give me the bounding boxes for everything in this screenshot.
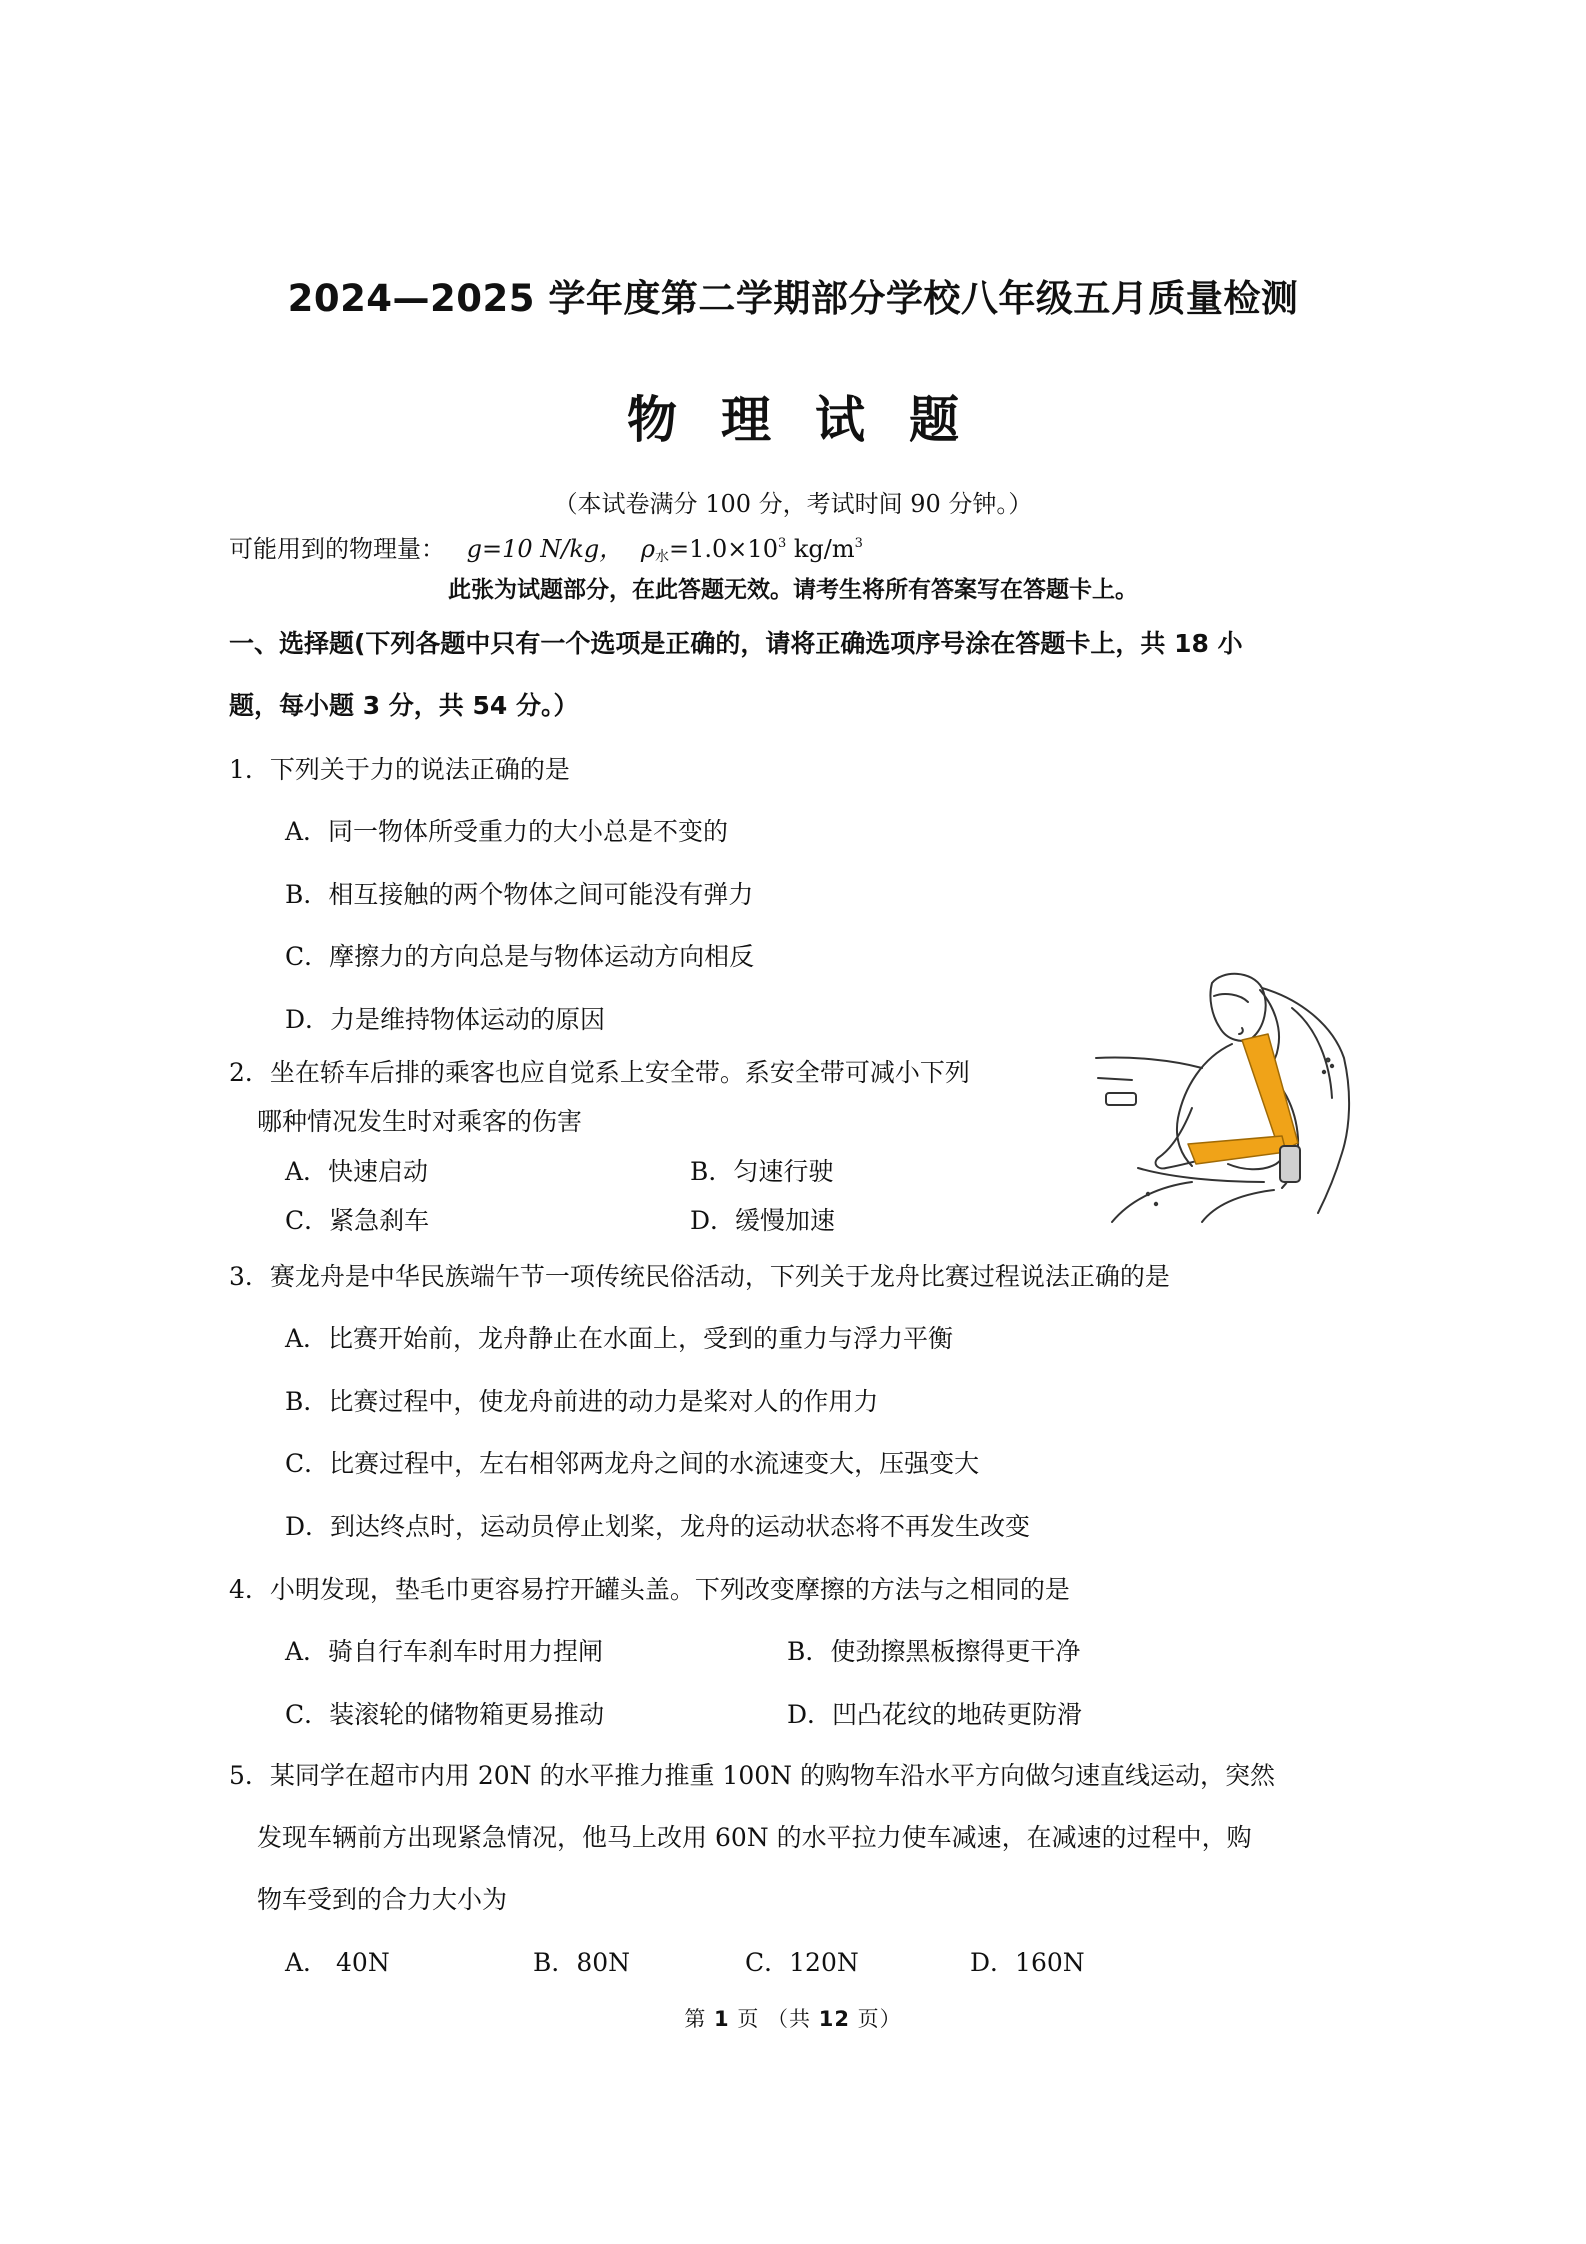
footer-mid: 页 （共 [729,2007,819,2031]
exam-note: （本试卷满分 100 分，考试时间 90 分钟。） [553,490,1033,518]
footer-pre: 第 [684,2007,715,2031]
question-5-stem-line-3: 物车受到的合力大小为 [257,1885,508,1914]
rho-exponent: 3 [777,536,787,551]
question-1-stem: 1．下列关于力的说法正确的是 [229,755,570,784]
answer-sheet-warning: 此张为试题部分，在此答题无效。请考生将所有答案写在答题卡上。 [448,577,1138,603]
question-1-option-c: C．摩擦力的方向总是与物体运动方向相反 [285,942,755,971]
question-5-stem-line-1: 5．某同学在超市内用 20N 的水平推力推重 100N 的购物车沿水平方向做匀速直线运动，突然 [229,1761,1275,1790]
passenger-seatbelt-illustration [1092,968,1354,1226]
question-5-option-d: D．160N [970,1948,1085,1977]
question-4-option-c: C．装滚轮的储物箱更易推动 [285,1700,605,1729]
footer-post: 页） [849,2007,902,2031]
question-4-option-d: D．凹凸花纹的地砖更防滑 [787,1700,1083,1729]
exam-title: 2024—2025 学年度第二学期部分学校八年级五月质量检测 [287,277,1299,320]
question-4-option-a: A．骑自行车刹车时用力捏闸 [285,1637,604,1666]
question-2-option-b: B．匀速行驶 [690,1157,834,1186]
question-1-option-b: B．相互接触的两个物体之间可能没有弹力 [285,880,754,909]
rho-subscript: 水 [655,549,670,565]
question-3-option-c: C．比赛过程中，左右相邻两龙舟之间的水流速变大，压强变大 [285,1449,980,1478]
page-footer [0,2003,1586,2033]
question-3-stem: 3．赛龙舟是中华民族端午节一项传统民俗活动，下列关于龙舟比赛过程说法正确的是 [229,1262,1170,1291]
section-heading-line-2: 题，每小题 3 分，共 54 分。） [229,691,579,720]
question-2-option-d: D．缓慢加速 [690,1206,836,1235]
rho-unit: kg/m [786,535,855,563]
question-5-option-a: A． 40N [285,1948,390,1977]
question-5-stem-line-2: 发现车辆前方出现紧急情况，他马上改用 60N 的水平拉力使车减速，在减速的过程中，购 [257,1823,1252,1852]
question-5-option-b: B．80N [533,1948,631,1977]
g-constant: g=10 N/kg， [466,535,624,563]
question-1-option-d: D．力是维持物体运动的原因 [285,1005,606,1034]
question-3-option-a: A．比赛开始前，龙舟静止在水面上，受到的重力与浮力平衡 [285,1324,954,1353]
question-2-option-c: C．紧急刹车 [285,1206,430,1235]
physical-constants [229,529,863,566]
rho-value: =1.0×10 [669,535,778,563]
question-1-option-a: A．同一物体所受重力的大小总是不变的 [285,817,729,846]
constants-label: 可能用到的物理量： [229,535,445,563]
rho-unit-exponent: 3 [854,536,863,551]
subject-title: 物理试题 [627,391,1003,449]
section-heading-line-1: 一、选择题(下列各题中只有一个选项是正确的，请将正确选项序号涂在答题卡上，共 18 小 [229,629,1243,658]
question-4-stem: 4．小明发现，垫毛巾更容易拧开罐头盖。下列改变摩擦的方法与之相同的是 [229,1575,1070,1604]
page-number: 1 [714,2007,730,2031]
question-4-option-b: B．使劲擦黑板擦得更干净 [787,1637,1081,1666]
page-total: 12 [818,2007,850,2031]
question-2-stem-line-2: 哪种情况发生时对乘客的伤害 [257,1107,583,1136]
question-3-option-b: B．比赛过程中，使龙舟前进的动力是桨对人的作用力 [285,1387,879,1416]
question-2-option-a: A．快速启动 [285,1157,429,1186]
rho-symbol: ρ [640,535,656,563]
question-3-option-d: D．到达终点时，运动员停止划桨，龙舟的运动状态将不再发生改变 [285,1512,1031,1541]
question-5-option-c: C．120N [745,1948,859,1977]
question-2-stem-line-1: 2．坐在轿车后排的乘客也应自觉系上安全带。系安全带可减小下列 [229,1058,970,1087]
